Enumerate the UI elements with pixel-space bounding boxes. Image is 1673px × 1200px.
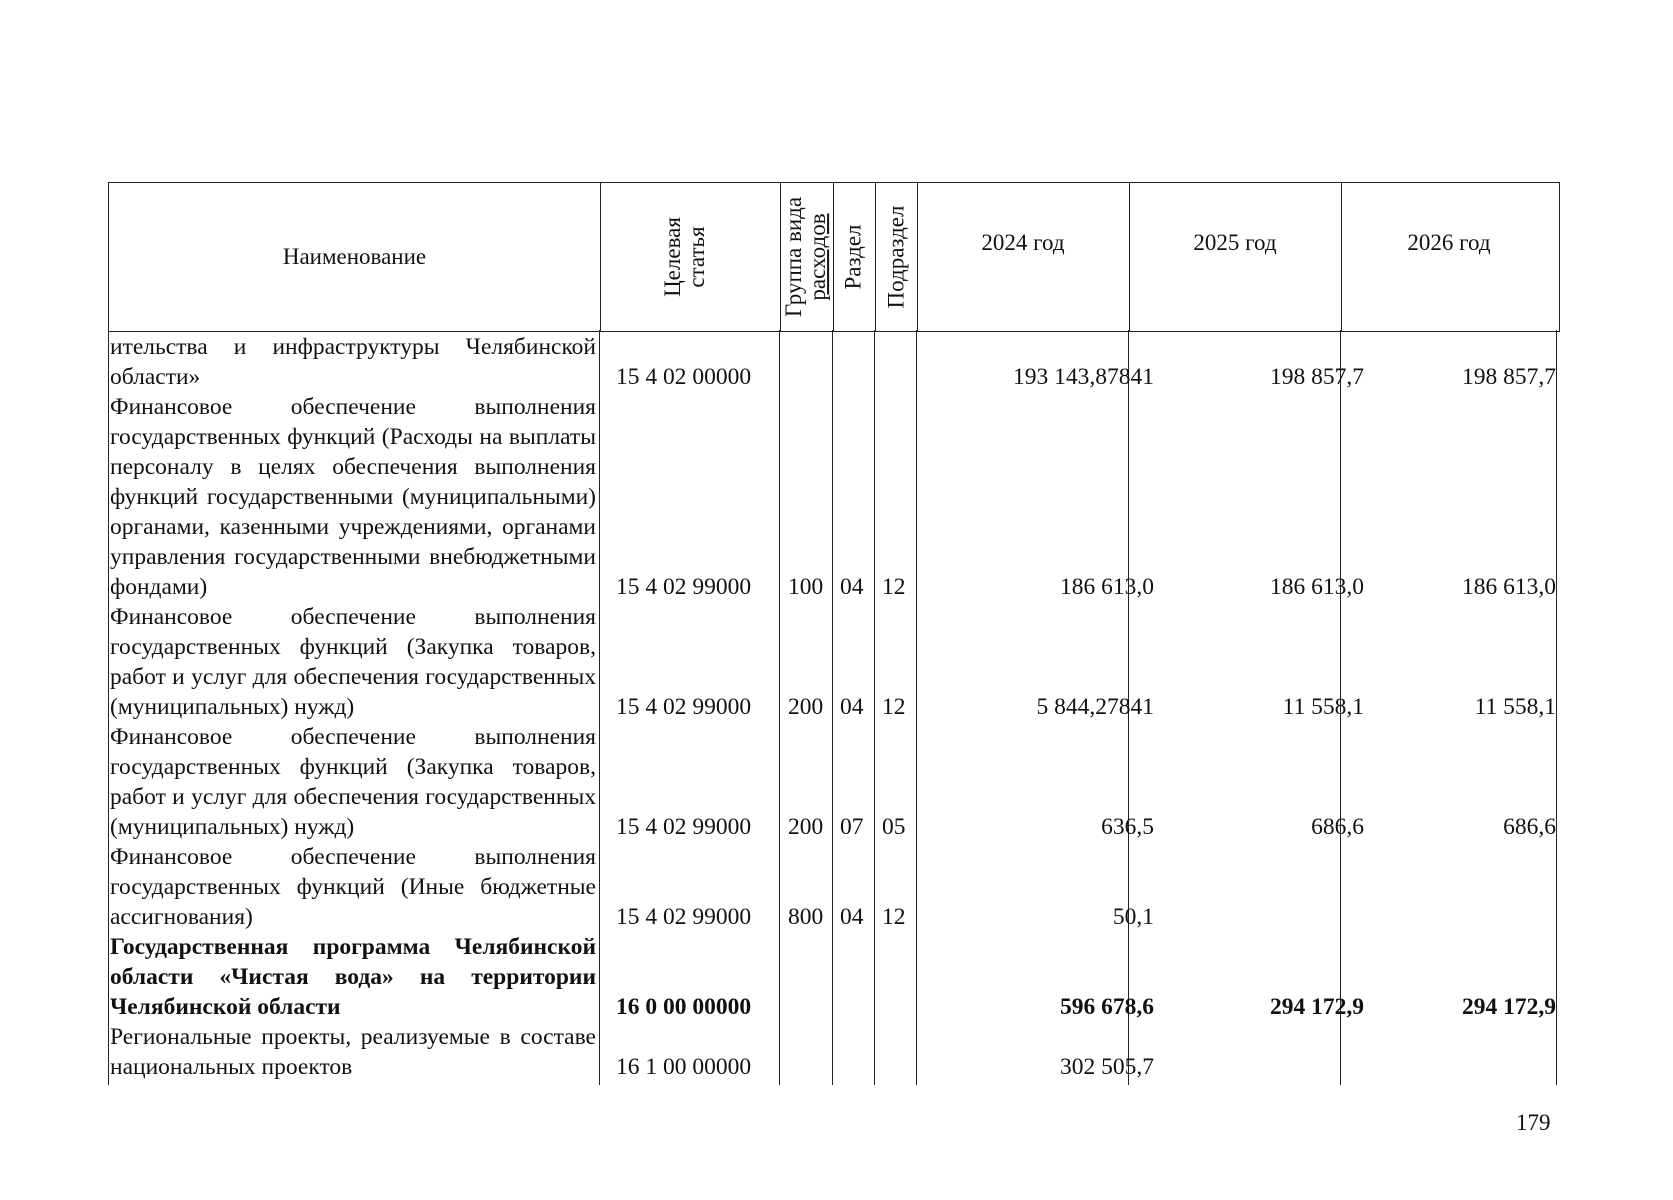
row-2026: 294 172,9: [1462, 994, 1556, 1020]
row-2024: 5 844,27841: [1036, 694, 1154, 720]
table-row: [108, 602, 1558, 722]
row-group: 100: [788, 574, 824, 600]
row-2025: 686,6: [1311, 814, 1364, 840]
row-section: 07: [840, 814, 864, 840]
row-name: Финансовое обеспечение выполнения государственных функций (Расходы на выплаты персоналу в целях обеспечения выполнения функций государственными (муниципальными) органами, казенными учреждениями, органами управления государственными внебюджетными фондами): [110, 394, 596, 600]
row-target: 15 4 02 00000: [616, 364, 752, 390]
header-name-label: Наименование: [282, 244, 427, 269]
table-row: [108, 932, 1558, 1022]
header-2025-label: 2025 год: [1193, 230, 1277, 255]
header-2026-cell: [1341, 183, 1557, 303]
row-target: 15 4 02 99000: [616, 574, 752, 600]
page-number: 179: [1516, 1110, 1551, 1135]
header-subsection-cell: [875, 183, 917, 331]
table-row: [108, 1022, 1558, 1082]
table-header: [108, 182, 1560, 332]
row-group: 200: [788, 694, 824, 720]
header-group-cell: [780, 183, 833, 331]
row-section: 04: [840, 904, 864, 930]
row-section: 04: [840, 574, 864, 600]
header-divider: [1129, 183, 1130, 331]
header-target-line2: статья: [683, 226, 709, 288]
row-2026: 686,6: [1503, 814, 1556, 840]
header-2026-label: 2026 год: [1407, 230, 1491, 255]
row-2026: 186 613,0: [1462, 574, 1556, 600]
header-group-line2: расходов: [805, 213, 831, 301]
row-target: 16 0 00 00000: [616, 994, 752, 1020]
row-2025: 186 613,0: [1270, 574, 1364, 600]
row-group: 200: [788, 814, 824, 840]
header-name-cell: [109, 183, 600, 331]
header-divider: [780, 183, 781, 331]
header-divider: [917, 183, 918, 331]
header-target-line1: Целевая: [659, 217, 685, 297]
header-divider: [1341, 183, 1342, 331]
row-2024: 596 678,6: [1060, 994, 1154, 1020]
row-target: 16 1 00 00000: [616, 1054, 752, 1080]
row-2025: 11 558,1: [1282, 694, 1364, 720]
row-target: 15 4 02 99000: [616, 904, 752, 930]
row-group: 800: [788, 904, 824, 930]
header-section-cell: [833, 183, 875, 331]
row-2026: 11 558,1: [1474, 694, 1556, 720]
header-group-line1: Группа вида: [781, 196, 807, 318]
row-subsection: 12: [882, 904, 906, 930]
budget-table: [108, 182, 1560, 1085]
row-2025: 294 172,9: [1270, 994, 1364, 1020]
row-target: 15 4 02 99000: [616, 694, 752, 720]
header-target-cell: [600, 183, 770, 331]
row-name: Финансовое обеспечение выполнения государственных функций (Закупка товаров, работ и услуг для обеспечения государственных (муниципальных) нужд): [110, 724, 596, 840]
row-name: ительства и инфраструктуры Челябинской области»: [110, 334, 596, 390]
table-body: [108, 330, 1558, 1085]
header-divider: [833, 183, 834, 331]
row-subsection: 12: [882, 574, 906, 600]
row-subsection: 12: [882, 694, 906, 720]
row-2024: 302 505,7: [1060, 1054, 1154, 1080]
row-target: 15 4 02 99000: [616, 814, 752, 840]
table-row: [108, 332, 1558, 392]
header-subsection-label: Подраздел: [883, 205, 909, 309]
row-name: Финансовое обеспечение выполнения государственных функций (Иные бюджетные ассигнования): [110, 844, 596, 930]
row-section: 04: [840, 694, 864, 720]
header-2025-cell: [1129, 183, 1341, 303]
table-row: [108, 722, 1558, 842]
header-2024-cell: [917, 183, 1129, 303]
row-2025: 198 857,7: [1270, 364, 1364, 390]
row-2024: 50,1: [1112, 904, 1154, 930]
row-2024: 186 613,0: [1060, 574, 1154, 600]
header-divider: [600, 183, 601, 331]
table-row: [108, 392, 1558, 602]
row-2024: 193 143,87841: [1013, 364, 1154, 390]
row-name: Финансовое обеспечение выполнения государственных функций (Закупка товаров, работ и услуг для обеспечения государственных (муниципальных) нужд): [110, 604, 596, 720]
header-divider: [875, 183, 876, 331]
row-name: Региональные проекты, реализуемые в составе национальных проектов: [110, 1024, 596, 1080]
row-name: Государственная программа Челябинской области «Чистая вода» на территории Челябинской области: [110, 934, 596, 1020]
table-row: [108, 842, 1558, 932]
header-section-label: Раздел: [841, 224, 866, 290]
header-2024-label: 2024 год: [981, 230, 1065, 255]
row-2026: 198 857,7: [1462, 364, 1556, 390]
row-subsection: 05: [882, 814, 906, 840]
row-2024: 636,5: [1101, 814, 1154, 840]
